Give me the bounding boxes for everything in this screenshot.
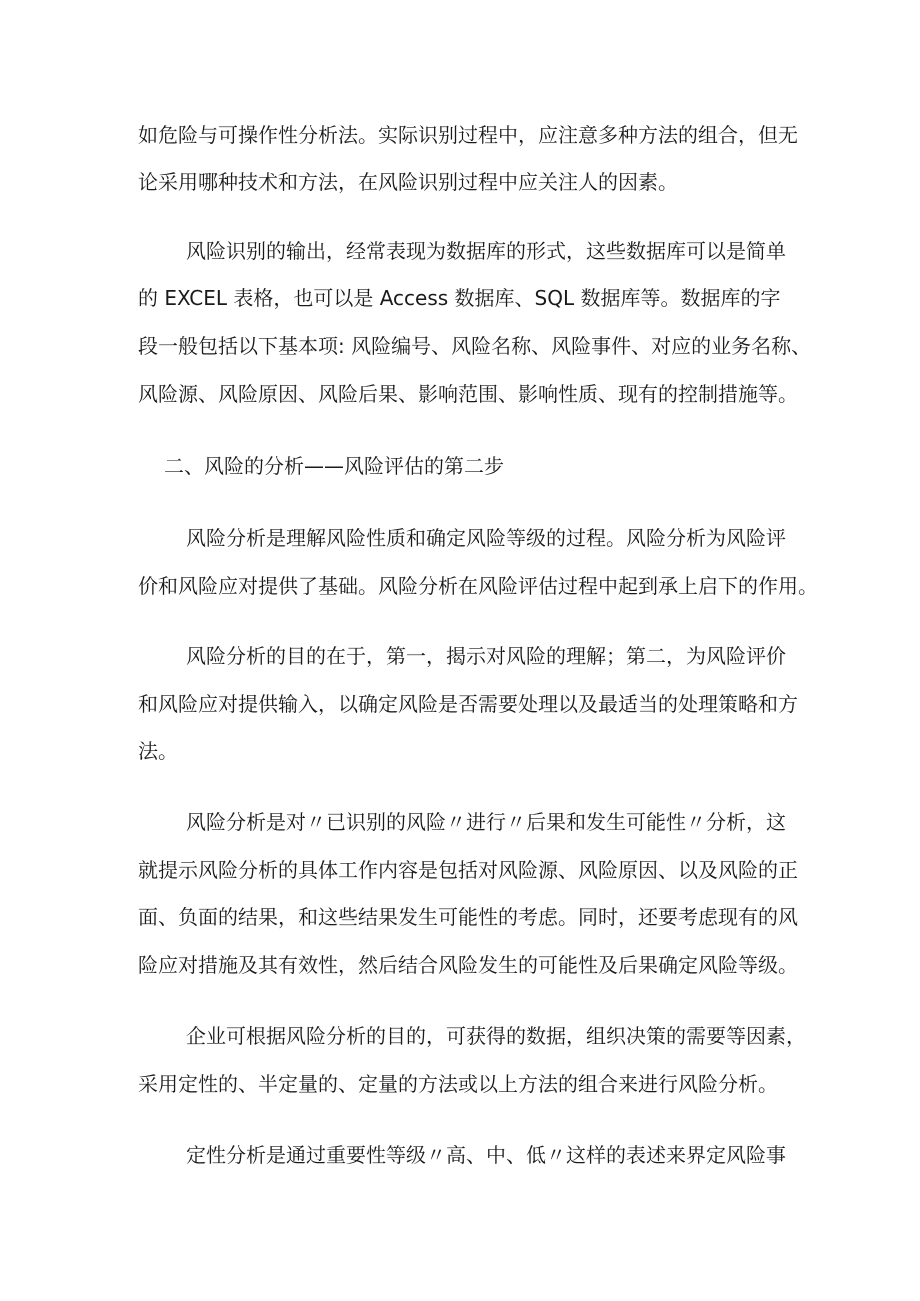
paragraph-2-line-4 <box>0 374 920 414</box>
paragraph-4-line-2 <box>0 684 920 724</box>
paragraph-2-line-1 <box>0 231 920 271</box>
text-line: 法。 <box>138 739 178 763</box>
paragraph-5-line-2 <box>0 850 920 890</box>
paragraph-3-line-1 <box>0 518 920 558</box>
text-line: 险应对措施及其有效性，然后结合风险发生的可能性及后果确定风险等级。 <box>138 953 798 977</box>
paragraph-5-line-4 <box>0 945 920 985</box>
heading-text: 二、风险的分析——风险评估的第二步 <box>164 454 504 478</box>
section-heading <box>0 446 920 486</box>
text-line: 风险分析的目的在于，第一，揭示对风险的理解；第二，为风险评价 <box>186 644 786 668</box>
paragraph-2-line-2 <box>0 278 920 318</box>
text-line: 风险源、风险原因、风险后果、影响范围、影响性质、现有的控制措施等。 <box>138 382 798 406</box>
text-line: 段一般包括以下基本项: 风险编号、风险名称、风险事件、对应的业务名称、 <box>138 334 812 358</box>
text-line: 风险分析是对〃已识别的风险〃进行〃后果和发生可能性〃分析，这 <box>186 810 786 834</box>
text-line: 面、负面的结果，和这些结果发生可能性的考虑。同时，还要考虑现有的风 <box>138 905 798 929</box>
text-line: 论采用哪种技术和方法，在风险识别过程中应关注人的因素。 <box>138 170 678 194</box>
paragraph-4-line-3 <box>0 731 920 771</box>
paragraph-7-line-1 <box>0 1135 920 1175</box>
text-line: 定性分析是通过重要性等级〃高、中、低〃这样的表述来界定风险事 <box>186 1143 786 1167</box>
text-line: 企业可根据风险分析的目的，可获得的数据，组织决策的需要等因素， <box>186 1024 806 1048</box>
paragraph-5-line-1 <box>0 802 920 842</box>
text-line: 就提示风险分析的具体工作内容是包括对风险源、风险原因、以及风险的正 <box>138 858 798 882</box>
text-line: 如危险与可操作性分析法。实际识别过程中，应注意多种方法的组合，但无 <box>138 123 798 147</box>
text-line: 价和风险应对提供了基础。风险分析在风险评估过程中起到承上启下的作用。 <box>138 574 818 598</box>
paragraph-1-line-2 <box>0 162 920 202</box>
text-line: 风险分析是理解风险性质和确定风险等级的过程。风险分析为风险评 <box>186 526 786 550</box>
paragraph-4-line-1 <box>0 636 920 676</box>
paragraph-6-line-1 <box>0 1016 920 1056</box>
paragraph-1-line-1 <box>0 115 920 155</box>
paragraph-5-line-3 <box>0 897 920 937</box>
text-line: 的 EXCEL 表格，也可以是 Access 数据库、SQL 数据库等。数据库的字 <box>138 286 781 310</box>
paragraph-2-line-3 <box>0 326 920 366</box>
text-line: 采用定性的、半定量的、定量的方法或以上方法的组合来进行风险分析。 <box>138 1072 778 1096</box>
text-line: 风险识别的输出，经常表现为数据库的形式，这些数据库可以是简单 <box>186 239 786 263</box>
text-line: 和风险应对提供输入，以确定风险是否需要处理以及最适当的处理策略和方 <box>138 692 798 716</box>
paragraph-6-line-2 <box>0 1064 920 1104</box>
paragraph-3-line-2 <box>0 566 920 606</box>
